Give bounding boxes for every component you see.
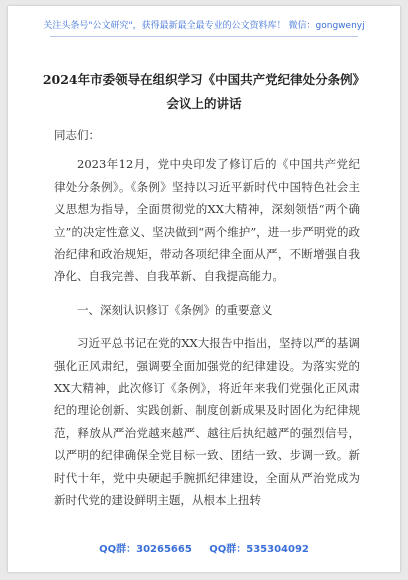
paragraph-1: 2023年12月，党中央印发了修订后的《中国共产党纪律处分条例》。《条例》坚持以习近平新时代中国特色社会主义思想为指导，全面贯彻党的XX大精神，深刻领悟“两个确立”的决定性意义、坚决做到“两个维护”，进一步严明党的政治纪律和政治规矩，带动各项纪律全面从严，不断增强自我净化、自我完善、自我革新、自我提高能力。 bbox=[54, 157, 360, 284]
section-heading-1: 一、深刻认识修订《条例》的重要意义 bbox=[77, 302, 273, 317]
paragraph-2: 习近平总书记在党的XX大报告中指出，坚持以严的基调强化正风肃纪，强调要全面加强党的纪律建设。为落实党的XX大精神，此次修订《条例》，将近年来我们党强化正风肃纪的理论创新、实践创新、制度创新成果及时固化为纪律规范，释放从严治党越来越严、越往后执纪越严的强烈信号，以严明的纪律确保全党目标一致、团结一致、步调一致。新时代十年，党中央硬起手腕抓纪律建设，全面从严治党成为新时代党的建设鲜明主题，从根本上扭转 bbox=[54, 336, 360, 508]
title-line-1: 2024年市委领导在组织学习《中国共产党纪律处分条例》 bbox=[42, 72, 366, 87]
footer-contacts bbox=[8, 540, 400, 555]
header-divider bbox=[50, 36, 358, 37]
document-title bbox=[8, 68, 400, 116]
footer-qq-group-2: QQ群：535304092 bbox=[209, 544, 309, 555]
document-page bbox=[8, 6, 400, 572]
title-line-2: 会议上的讲话 bbox=[166, 96, 242, 111]
salutation: 同志们： bbox=[54, 128, 100, 142]
footer-qq-group-1: QQ群：30265665 bbox=[99, 544, 192, 555]
header-banner: 关注头条号"公文研究"，获得最新最全最专业的公文资料库！ 微信：gongwenyj bbox=[43, 21, 365, 31]
document-body bbox=[54, 124, 360, 512]
